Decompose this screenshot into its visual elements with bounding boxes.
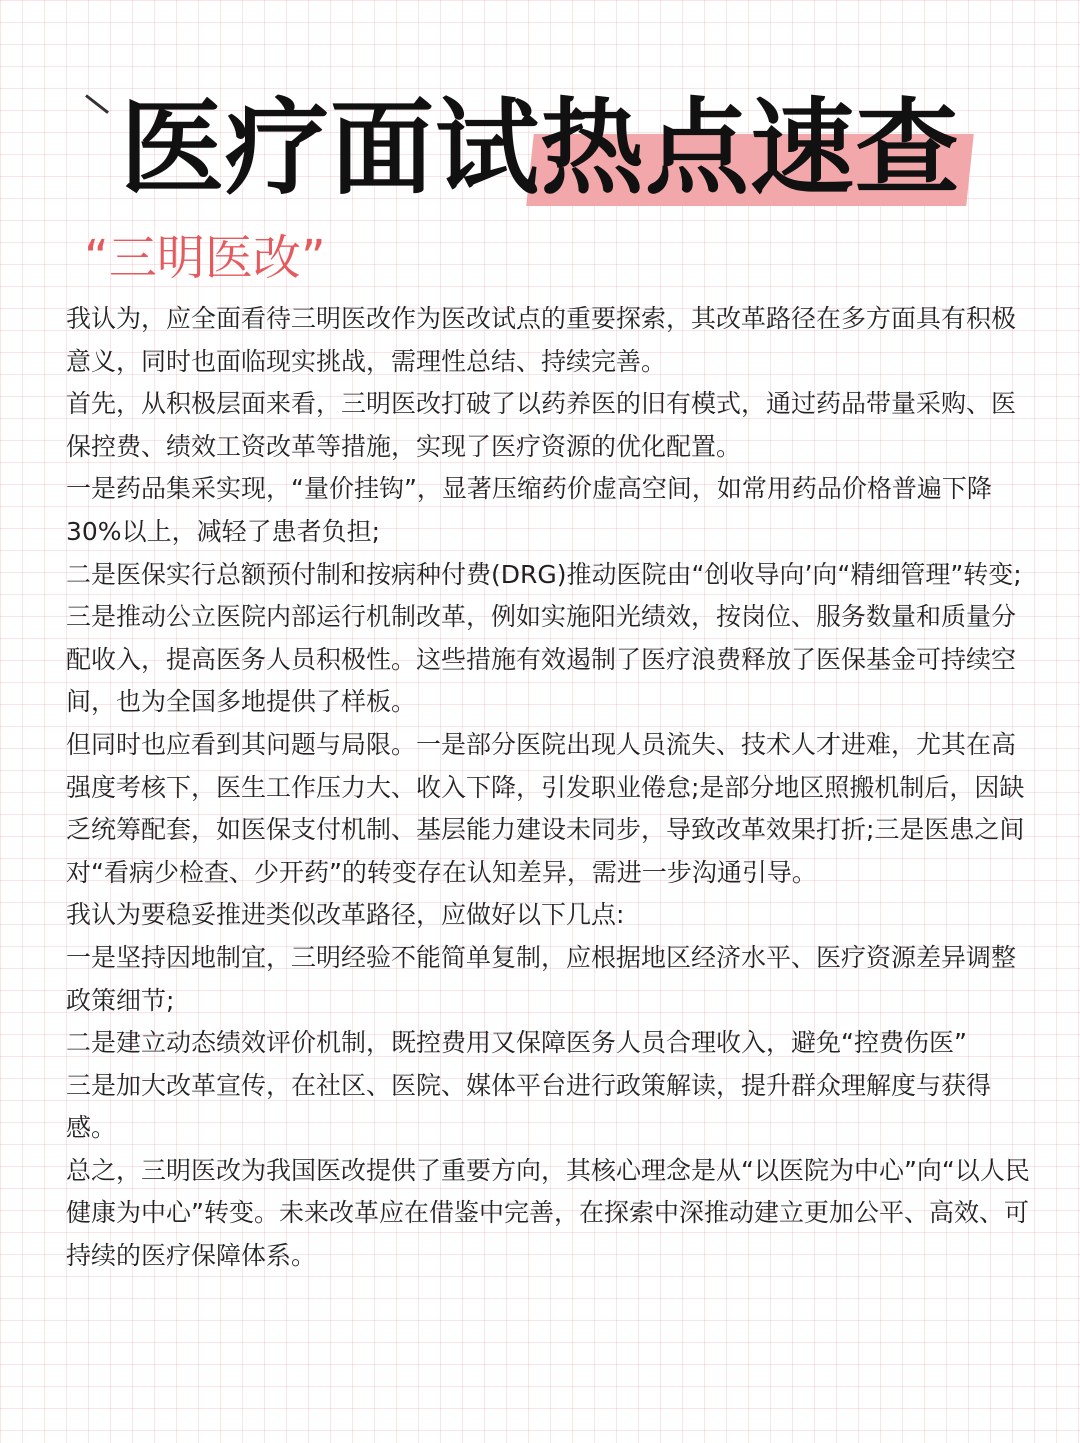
paragraph: 三是加大改革宣传，在社区、医院、媒体平台进行政策解读，提升群众理解度与获得感。 xyxy=(66,1070,992,1143)
title-area xyxy=(0,82,1080,222)
paragraph: 二是医保实行总额预付制和按病种付费(DRG)推动医院由“创收导向’向“精细管理”转变; xyxy=(66,559,1022,589)
paragraph: 首先，从积极层面来看，三明医改打破了以药养医的旧有模式，通过药品带量采购、医保控费、绩效工资改革等措施，实现了医疗资源的优化配置。 xyxy=(66,389,1017,461)
article-body xyxy=(66,298,1034,1278)
paragraph: 总之，三明医改为我国医改提供了重要方向，其核心理念是从“以医院为中心”向“以人民健康为中心”转变。未来改革应在借鉴中完善，在探索中深推动建立更加公平、高效、可持续的医疗保障体系。 xyxy=(66,1155,1030,1271)
paragraph: 我认为要稳妥推进类似改革路径，应做好以下几点: xyxy=(66,900,625,930)
paragraph: 但同时也应看到其问题与局限。一是部分医院出现人员流失、技术人才进难，尤其在高强度考核下，医生工作压力大、收入下降，引发职业倦怠;是部分地区照搬机制后，因缺乏统筹配套，如医保支付机制、基层能力建设未同步，导致改革效果打折;三是医患之间对“看病少检查、少开药”的转变存在认知差异，需进一步沟通引导。 xyxy=(66,729,1025,887)
title-accent-stroke xyxy=(85,94,109,114)
paragraph: 我认为，应全面看待三明医改作为医改试点的重要探索，其改革路径在多方面具有积极意义，同时也面临现实挑战，需理性总结、持续完善。 xyxy=(66,304,1017,376)
paragraph: 一是药品集采实现，“量价挂钩”，显著压缩药价虚高空间，如常用药品价格普遍下降30%以上，减轻了患者负担; xyxy=(66,474,992,546)
paragraph: 二是建立动态绩效评价机制，既控费用又保障医务人员合理收入，避免“控费伤医” xyxy=(66,1028,967,1058)
paragraph: 三是推动公立医院内部运行机制改革，例如实施阳光绩效，按岗位、服务数量和质量分配收入，提高医务人员积极性。这些措施有效遏制了医疗浪费释放了医保基金可持续空间，也为全国多地提供了样板。 xyxy=(66,602,1017,717)
paragraph: 一是坚持因地制宜，三明经验不能简单复制，应根据地区经济水平、医疗资源差异调整政策细节; xyxy=(66,942,1017,1015)
topic-subtitle: “三明医改” xyxy=(84,230,326,286)
page-title: 医疗面试热点速查 xyxy=(120,87,961,209)
